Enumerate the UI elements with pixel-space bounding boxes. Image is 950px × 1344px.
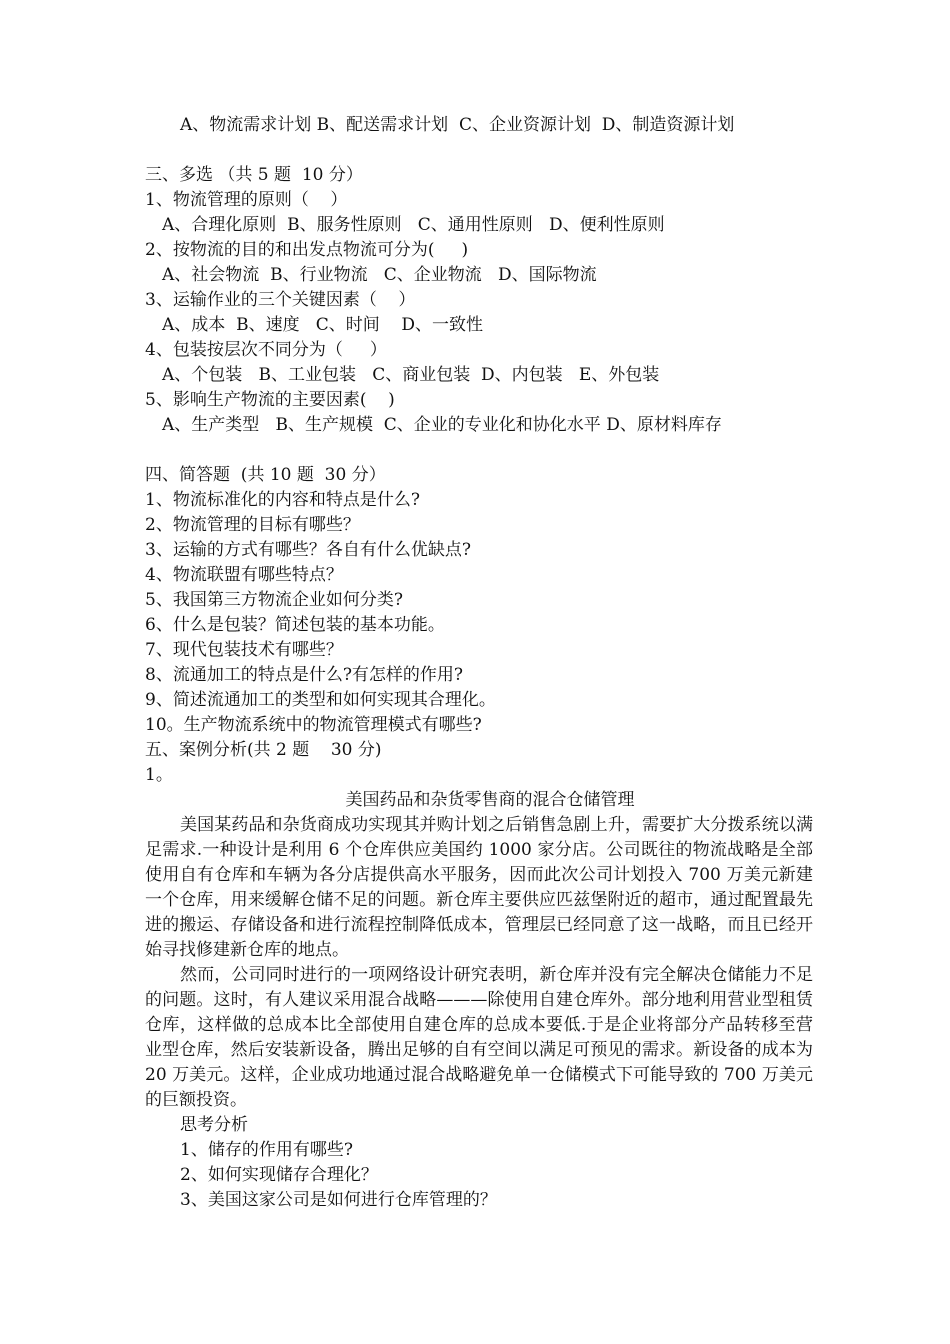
s4-question-6: 6、什么是包装？简述包装的基本功能。 — [145, 615, 445, 635]
s3-options-3: A、成本 B、速度 C、时间 D、一致性 — [162, 315, 484, 335]
case-paragraph-2: 然而，公司同时进行的一项网络设计研究表明，新仓库并没有完全解决仓储能力不足的问题。这时，有人建议采用混合战略———除使用自建仓库外。部分地利用营业型租赁仓库，这样做的总成本比全部使用自建仓库的总成本要低.于是企业将部分产品转移至营业型仓库，然后安装新设备，腾出足够的自有空间以满足可预见的需求。新设备的成本为 20 万美元。这样，企业成功地通过混合战略避免单一仓储模式下可能导致的 700 万美元的巨额投资。 — [145, 965, 813, 1110]
s3-question-2: 2、按物流的目的和出发点物流可分为( ) — [145, 240, 469, 260]
s3-question-3: 3、运输作业的三个关键因素（ ） — [145, 290, 416, 310]
s3-question-4: 4、包装按层次不同分为（ ） — [145, 340, 387, 360]
s4-question-9: 9、简述流通加工的类型和如何实现其合理化。 — [145, 690, 496, 710]
think-question-2: 2、如何实现储存合理化？ — [180, 1165, 378, 1185]
s3-question-1: 1、物流管理的原则（ ） — [145, 190, 348, 210]
s3-options-1: A、合理化原则 B、服务性原则 C、通用性原则 D、便利性原则 — [162, 215, 665, 235]
s4-question-3: 3、运输的方式有哪些？各自有什么优缺点? — [145, 540, 471, 560]
s3-question-5: 5、影响生产物流的主要因素( ) — [145, 390, 395, 410]
s4-question-4: 4、物流联盟有哪些特点？ — [145, 565, 343, 585]
think-question-1: 1、储存的作用有哪些? — [180, 1140, 353, 1160]
section3-heading: 三、多选 （共 5 题 10 分） — [145, 165, 363, 185]
s4-question-10: 10。生产物流系统中的物流管理模式有哪些? — [145, 715, 482, 735]
think-question-3: 3、美国这家公司是如何进行仓库管理的？ — [180, 1190, 497, 1210]
think-heading: 思考分析 — [180, 1115, 248, 1135]
prev-question-options: A、物流需求计划 B、配送需求计划 C、企业资源计划 D、制造资源计划 — [180, 115, 735, 135]
s3-options-4: A、个包装 B、工业包装 C、商业包装 D、内包装 E、外包装 — [162, 365, 660, 385]
s4-question-1: 1、物流标准化的内容和特点是什么? — [145, 490, 420, 510]
case-title: 美国药品和杂货零售商的混合仓储管理 — [345, 790, 635, 810]
section4-heading: 四、简答题 (共 10 题 30 分） — [145, 465, 386, 485]
case-paragraph-1: 美国某药品和杂货商成功实现其并购计划之后销售急剧上升，需要扩大分拨系统以满足需求.一种设计是利用 6 个仓库供应美国约 1000 家分店。公司既往的物流战略是全部使用自有仓库和车辆为各分店提供高水平服务，因而此次公司计划投入 700 万美元新建一个仓库，用来缓解仓储不足的问题。新仓库主要供应匹兹堡附近的超市，通过配置最先进的搬运、存储设备和进行流程控制降低成本，管理层已经同意了这一战略，而且已经开始寻找修建新仓库的地点。 — [145, 815, 813, 960]
s3-options-5: A、生产类型 B、生产规模 C、企业的专业化和协化水平 D、原材料库存 — [162, 415, 722, 435]
s3-options-2: A、社会物流 B、行业物流 C、企业物流 D、国际物流 — [162, 265, 597, 285]
case-number: 1。 — [145, 765, 173, 785]
section5-heading: 五、案例分析(共 2 题 30 分) — [145, 740, 382, 760]
s4-question-5: 5、我国第三方物流企业如何分类? — [145, 590, 403, 610]
s4-question-8: 8、流通加工的特点是什么?有怎样的作用? — [145, 665, 464, 685]
s4-question-2: 2、物流管理的目标有哪些？ — [145, 515, 360, 535]
s4-question-7: 7、现代包装技术有哪些？ — [145, 640, 343, 660]
